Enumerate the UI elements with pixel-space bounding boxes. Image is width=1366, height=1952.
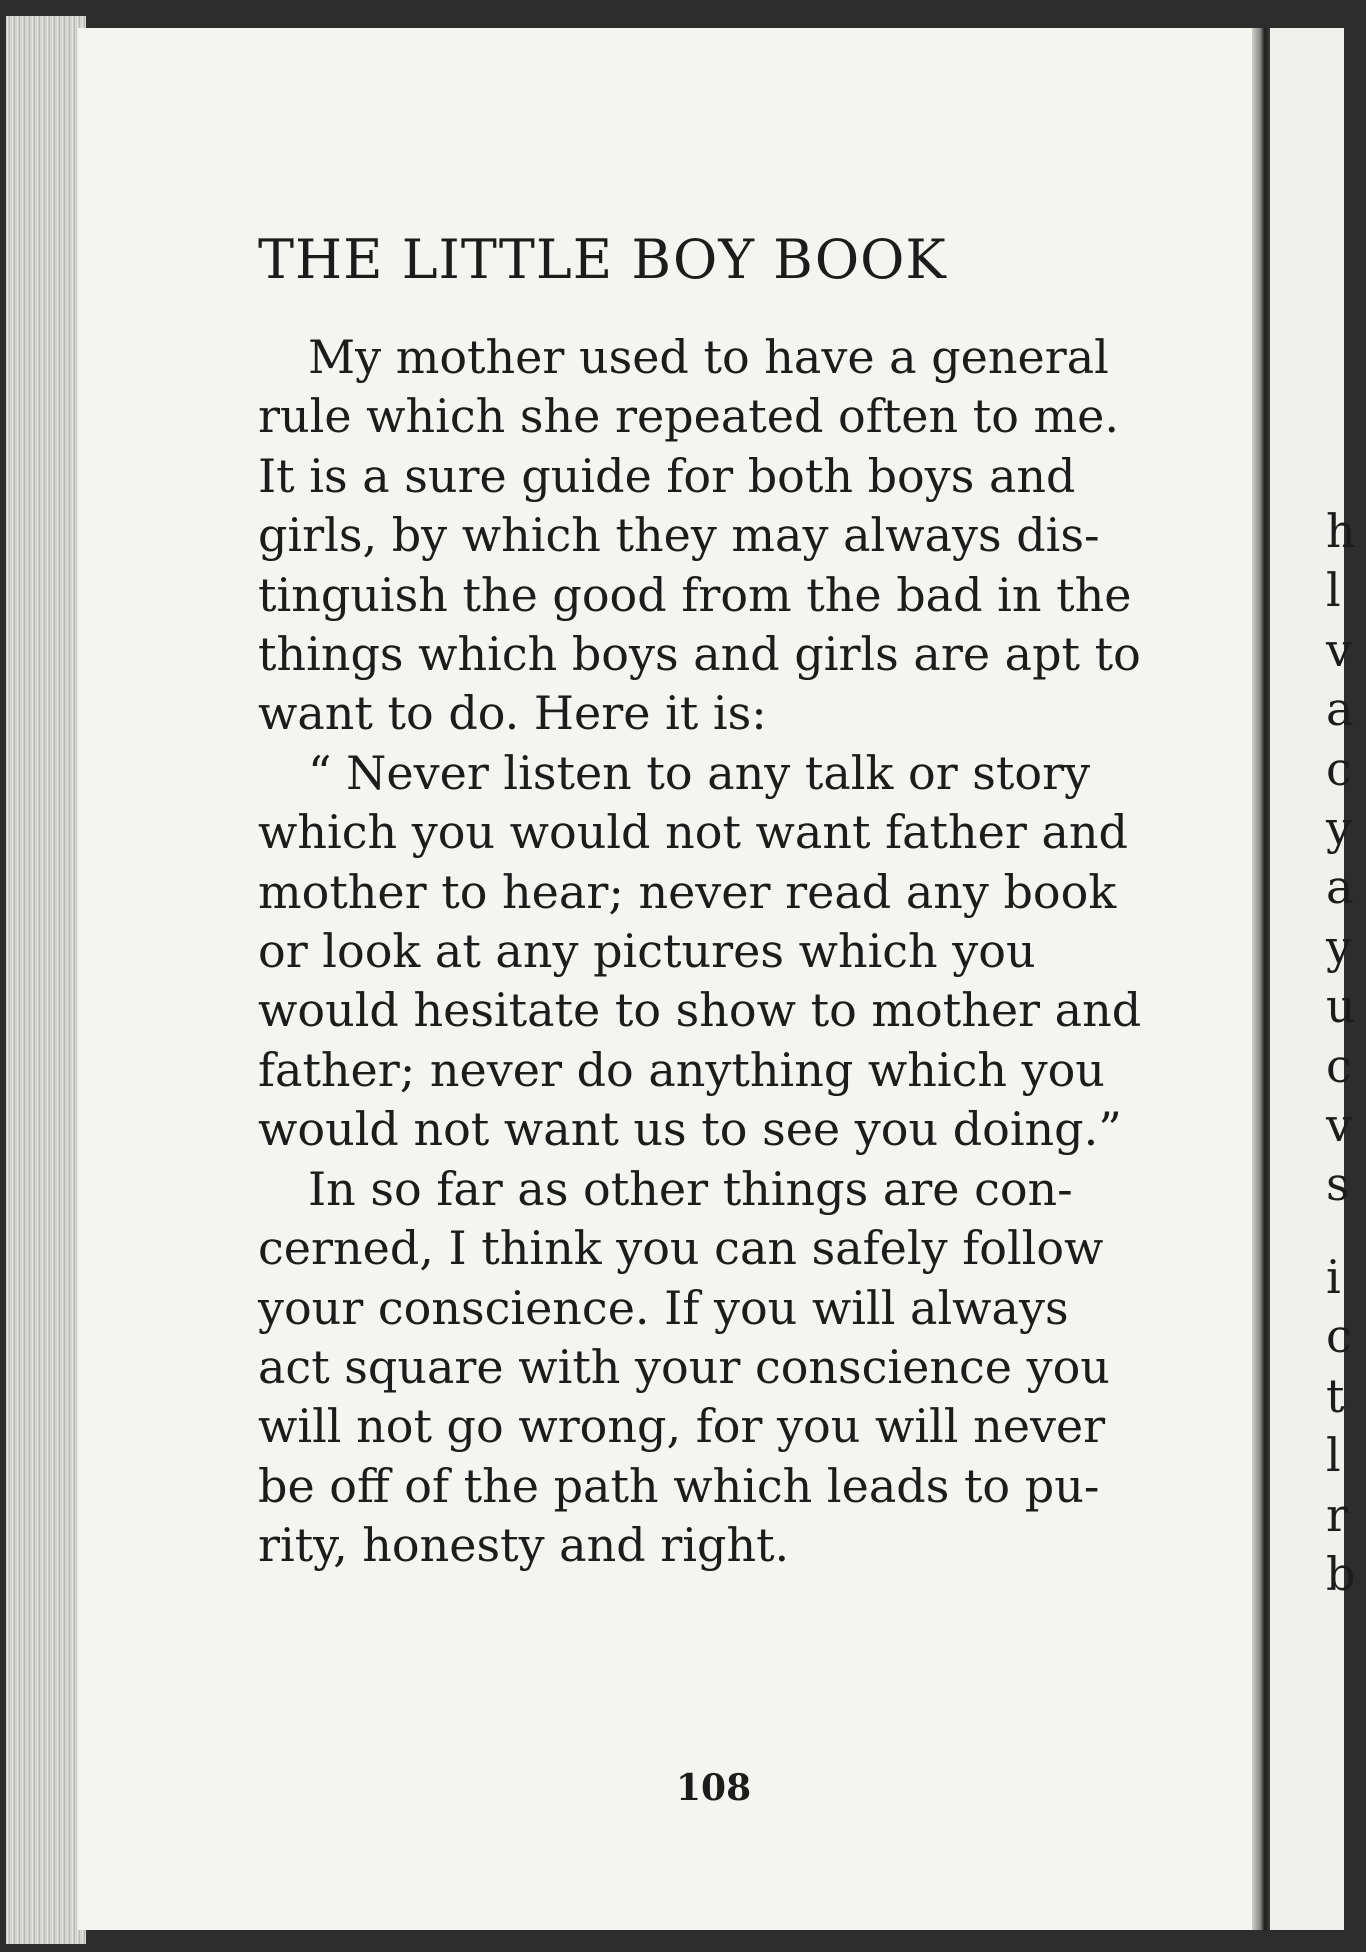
text-line: “ Never listen to any talk or story — [308, 745, 1091, 800]
fragment-char: u — [1326, 979, 1356, 1034]
fragment-char: i — [1326, 1250, 1341, 1304]
fragment-char: c — [1326, 1038, 1352, 1093]
fragment-char: c — [1326, 1309, 1352, 1364]
text-line: want to do. Here it is: — [258, 686, 767, 741]
fragment-char: v — [1326, 1098, 1352, 1153]
facing-page-text-fragment — [1326, 1248, 1366, 1604]
facing-page-text-fragment — [1326, 502, 1366, 1215]
text-line: would hesitate to show to mother and — [258, 983, 1142, 1038]
page-edges — [6, 16, 86, 1944]
text-line: cerned, I think you can safely follow — [258, 1221, 1104, 1276]
text-line: father; never do anything which you — [258, 1042, 1105, 1097]
page-number: 108 — [676, 1767, 752, 1809]
text-line: rity, honesty and right. — [258, 1518, 790, 1573]
text-line: mother to hear; never read any book — [258, 864, 1117, 919]
text-line: It is a sure guide for both boys and — [258, 448, 1076, 503]
text-line: be off of the path which leads to pu- — [258, 1458, 1100, 1513]
fragment-char: a — [1326, 860, 1354, 915]
text-line: rule which she repeated often to me. — [258, 389, 1119, 444]
book-gutter — [1252, 28, 1270, 1930]
fragment-char: v — [1326, 622, 1352, 677]
fragment-char: b — [1326, 1547, 1356, 1602]
text-line: act square with your conscience you — [258, 1339, 1110, 1394]
fragment-char: l — [1326, 563, 1341, 618]
fragment-char: y — [1326, 919, 1352, 974]
fragment-char: s — [1326, 1157, 1350, 1212]
text-line: will not go wrong, for you will never — [258, 1399, 1106, 1454]
fragment-char: y — [1326, 801, 1352, 856]
fragment-char: r — [1326, 1487, 1348, 1542]
fragment-char: h — [1326, 504, 1356, 558]
fragment-char: c — [1326, 741, 1352, 796]
text-line: your conscience. If you will always — [258, 1280, 1069, 1335]
running-head: THE LITTLE BOY BOOK — [258, 228, 947, 291]
text-line: which you would not want father and — [258, 805, 1128, 860]
text-line: My mother used to have a general — [308, 330, 1109, 384]
fragment-char: a — [1326, 682, 1354, 737]
text-line: In so far as other things are con- — [308, 1161, 1073, 1216]
text-line: would not want us to see you doing.” — [258, 1102, 1122, 1157]
body-text — [258, 328, 1158, 1576]
text-line: tinguish the good from the bad in the — [258, 567, 1132, 622]
text-line: or look at any pictures which you — [258, 924, 1036, 979]
fragment-char: l — [1326, 1428, 1341, 1483]
fragment-char: t — [1326, 1368, 1345, 1423]
text-line: things which boys and girls are apt to — [258, 627, 1141, 682]
text-line: girls, by which they may always dis- — [258, 508, 1100, 563]
